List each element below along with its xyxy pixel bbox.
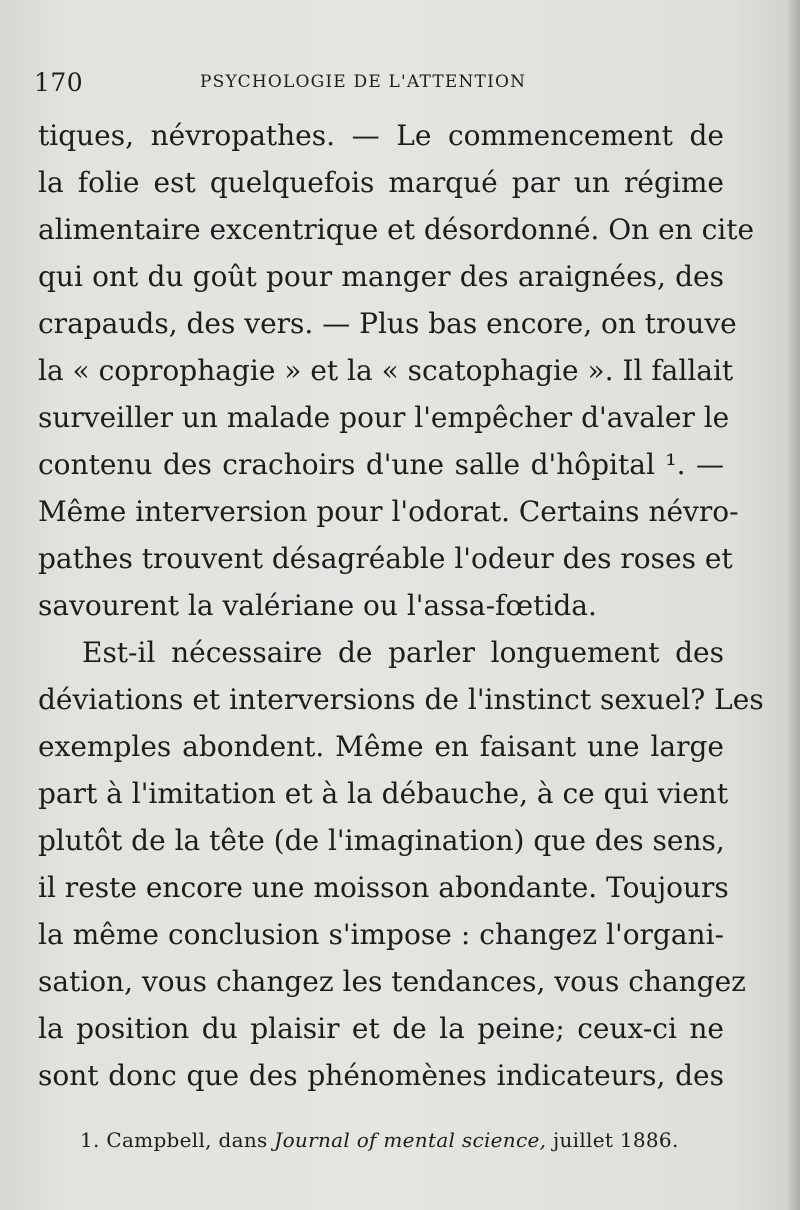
text-line: contenu des crachoirs d'une salle d'hôpital ¹. — xyxy=(38,448,724,481)
footnote xyxy=(80,1128,720,1152)
text-line: déviations et interversions de l'instinct sexuel? Les xyxy=(38,683,764,716)
footnote-journal: Journal of mental science, xyxy=(274,1128,547,1152)
text-line: la « coprophagie » et la « scatophagie ». Il fallait xyxy=(38,354,734,387)
footnote-date: juillet 1886. xyxy=(552,1128,679,1152)
text-line: alimentaire excentrique et désordonné. On en cite xyxy=(38,213,755,246)
text-line: pathes trouvent désagréable l'odeur des roses et xyxy=(38,542,733,575)
paragraph-end-line: savourent la valériane ou l'assa-fœtida. xyxy=(38,589,597,622)
footnote-author: Campbell, dans xyxy=(106,1128,268,1152)
text-line: la même conclusion s'impose : changez l'organi- xyxy=(38,918,724,951)
page-edge-shadow xyxy=(786,0,800,1210)
text-line: Même interversion pour l'odorat. Certains névro- xyxy=(38,495,739,528)
running-title: PSYCHOLOGIE DE L'ATTENTION xyxy=(200,72,527,92)
text-line: plutôt de la tête (de l'imagination) que des sens, xyxy=(38,824,725,857)
text-line: qui ont du goût pour manger des araignées, des xyxy=(38,260,724,293)
footnote-marker: 1. xyxy=(80,1128,100,1152)
text-line: tiques, névropathes. — Le commencement de xyxy=(38,119,724,152)
body-text xyxy=(38,112,764,1099)
text-line: sation, vous changez les tendances, vous changez xyxy=(38,965,746,998)
page-header xyxy=(34,68,734,102)
text-line: la folie est quelquefois marqué par un régime xyxy=(38,166,724,199)
text-line: part à l'imitation et à la débauche, à ce qui vient xyxy=(38,777,729,810)
paragraph-start-line: Est-il nécessaire de parler longuement des xyxy=(82,636,724,669)
text-line: il reste encore une moisson abondante. Toujours xyxy=(38,871,729,904)
text-line: sont donc que des phénomènes indicateurs, des xyxy=(38,1059,724,1092)
text-line: crapauds, des vers. — Plus bas encore, on trouve xyxy=(38,307,737,340)
text-line: surveiller un malade pour l'empêcher d'avaler le xyxy=(38,401,730,434)
text-line: la position du plaisir et de la peine; ceux-ci ne xyxy=(38,1012,724,1045)
page-number: 170 xyxy=(34,68,84,97)
text-line: exemples abondent. Même en faisant une large xyxy=(38,730,724,763)
